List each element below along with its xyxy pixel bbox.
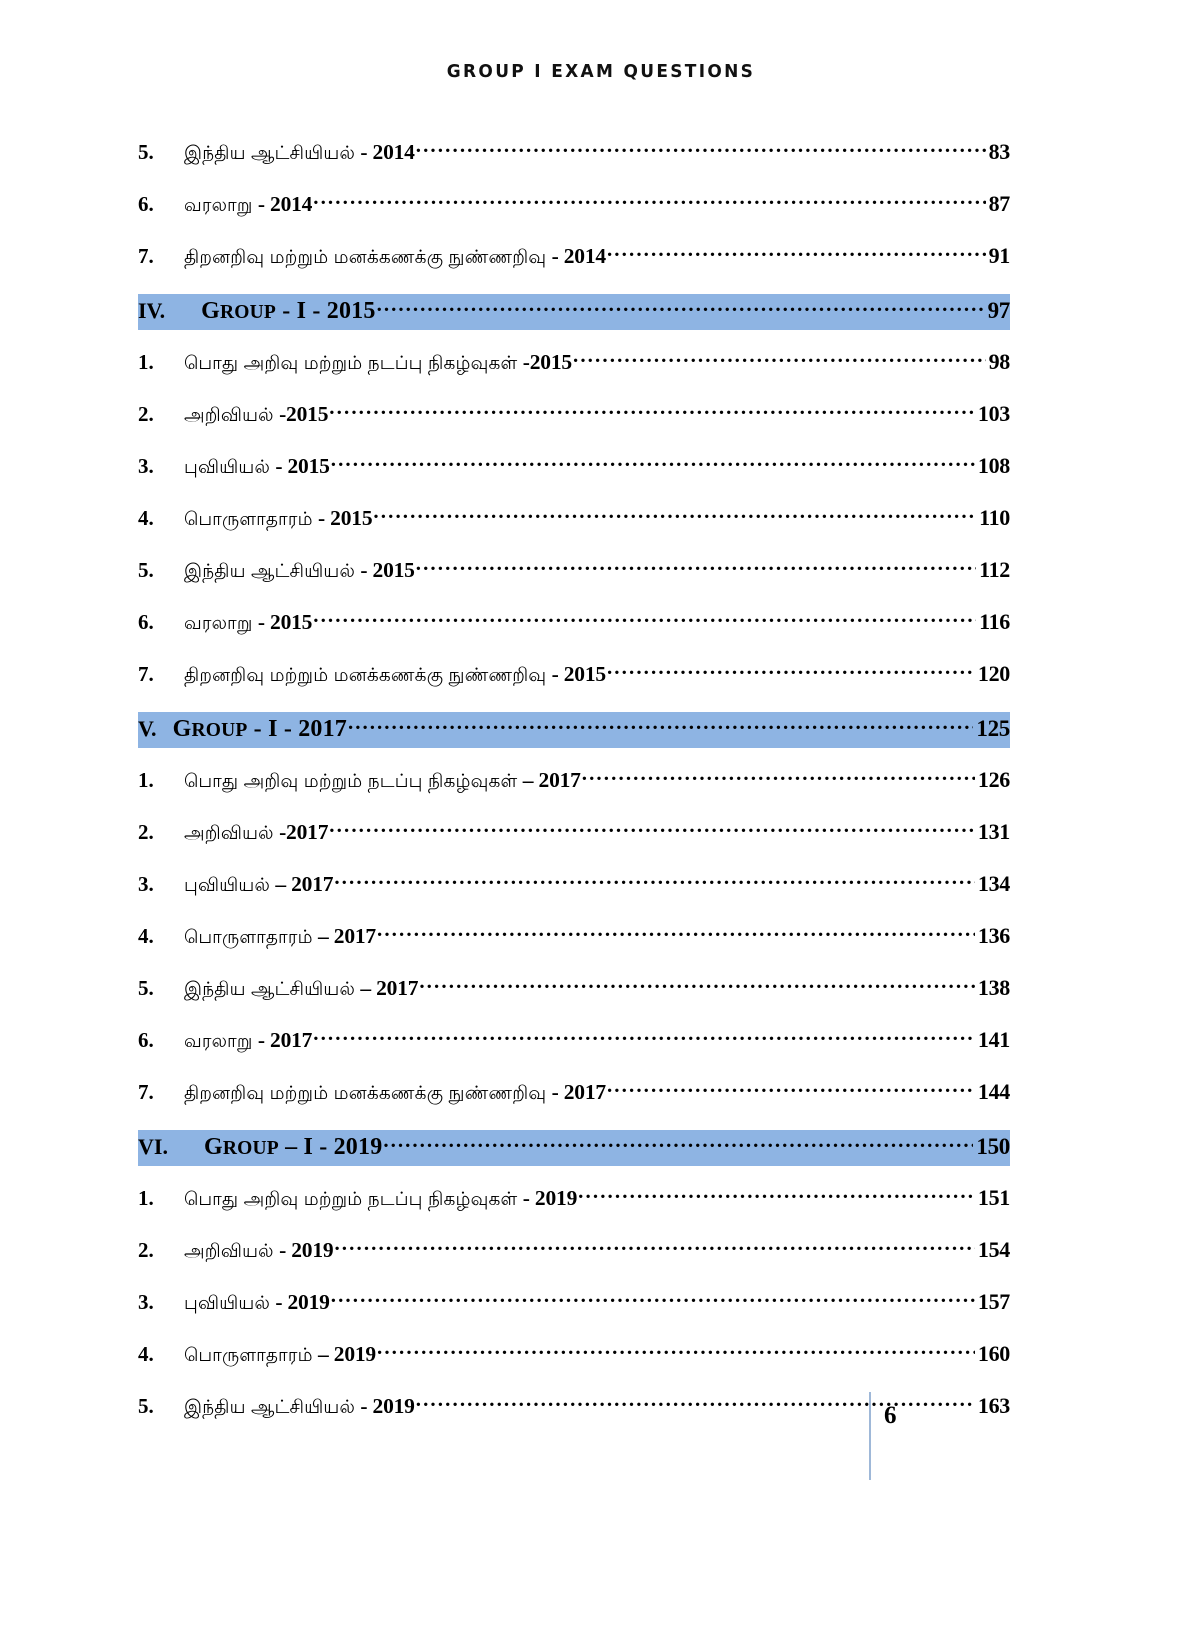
toc-entry-page-number: 110 bbox=[979, 505, 1010, 530]
toc-dot-leader bbox=[416, 143, 986, 159]
toc-dot-leader bbox=[329, 405, 975, 421]
toc-part-title-smallcaps: ROUP bbox=[220, 302, 277, 323]
toc-entry-title bbox=[168, 1186, 577, 1212]
toc-entry-page-number: 157 bbox=[977, 1289, 1010, 1314]
toc-entry-row[interactable] bbox=[138, 660, 1010, 690]
toc-entry-row[interactable] bbox=[138, 504, 1010, 534]
toc-entry-title bbox=[168, 1028, 312, 1054]
toc-entry-page-number: 141 bbox=[977, 1027, 1010, 1052]
toc-entry-page-number: 103 bbox=[977, 401, 1010, 426]
toc-entry-subject-tamil: வரலாறு bbox=[184, 612, 258, 633]
toc-part-title-initial: G bbox=[203, 1134, 223, 1160]
toc-entry-title bbox=[168, 1342, 376, 1368]
toc-dot-leader bbox=[334, 875, 975, 891]
toc-entry-row[interactable] bbox=[138, 556, 1010, 586]
toc-dot-leader bbox=[313, 613, 976, 629]
toc-entry-number: 7. bbox=[138, 244, 154, 268]
toc-entry-page-number: 163 bbox=[977, 1393, 1010, 1418]
toc-entry-year: - 2014 bbox=[551, 244, 606, 268]
toc-dot-leader bbox=[377, 1345, 975, 1361]
toc-part-row[interactable] bbox=[138, 712, 1010, 748]
toc-dot-leader bbox=[607, 247, 986, 263]
toc-entry-page-number: 91 bbox=[988, 243, 1010, 268]
toc-entry-subject-tamil: இந்திய ஆட்சியியல் bbox=[184, 1396, 361, 1417]
toc-part-title-tail: - I - 2015 bbox=[276, 298, 376, 324]
toc-entry-year: – 2017 bbox=[318, 924, 376, 948]
toc-entry-row[interactable] bbox=[138, 348, 1010, 378]
toc-entry-row[interactable] bbox=[138, 190, 1010, 220]
toc-dot-leader bbox=[573, 353, 986, 369]
toc-entry-year: - 2014 bbox=[257, 192, 313, 216]
toc-entry-subject-tamil: திறனறிவு மற்றும் மனக்கணக்கு நுண்ணறிவு bbox=[184, 1082, 552, 1103]
toc-entry-year: – 2017 bbox=[360, 976, 419, 1000]
toc-entry-page-number: 160 bbox=[977, 1341, 1010, 1366]
toc-entry-page-number: 138 bbox=[977, 975, 1010, 1000]
toc-entry-subject-tamil: பொது அறிவு மற்றும் நடப்பு நிகழ்வுகள் bbox=[184, 352, 523, 373]
toc-entry-year: – 2017 bbox=[275, 872, 334, 896]
toc-part-title-smallcaps: ROUP bbox=[222, 1138, 279, 1159]
toc-entry-year: - 2015 bbox=[318, 506, 373, 530]
toc-entry-row[interactable] bbox=[138, 1340, 1010, 1370]
toc-entry-number: 1. bbox=[138, 1186, 154, 1210]
toc-entry-year: - 2019 bbox=[275, 1290, 330, 1314]
toc-entry-subject-tamil: பொருளாதாரம் bbox=[184, 926, 319, 947]
toc-entry-subject-tamil: இந்திய ஆட்சியியல் bbox=[184, 978, 361, 999]
toc-entry-year: - 2019 bbox=[360, 1394, 415, 1418]
toc-entry-subject-tamil: திறனறிவு மற்றும் மனக்கணக்கு நுண்ணறிவு bbox=[184, 664, 552, 685]
toc-entry-year: – 2017 bbox=[522, 768, 581, 792]
toc-part-title-smallcaps: ROUP bbox=[191, 720, 248, 741]
toc-entry-year: - 2015 bbox=[275, 454, 330, 478]
toc-entry-title bbox=[168, 506, 372, 532]
toc-entry-row[interactable] bbox=[138, 870, 1010, 900]
toc-entry-number: 1. bbox=[138, 768, 154, 792]
toc-entry-title bbox=[168, 610, 312, 636]
toc-entry-page-number: 151 bbox=[977, 1185, 1010, 1210]
toc-part-title-initial: G bbox=[201, 298, 220, 324]
toc-entry-title bbox=[168, 872, 333, 898]
toc-entry-subject-tamil: அறிவியல் bbox=[184, 1240, 280, 1261]
toc-entry-year: - 2017 bbox=[551, 1080, 606, 1104]
toc-entry-subject-tamil: பொது அறிவு மற்றும் நடப்பு நிகழ்வுகள் bbox=[184, 1188, 523, 1209]
toc-entry-number: 5. bbox=[138, 140, 154, 164]
toc-entry-year: - 2019 bbox=[279, 1238, 334, 1262]
toc-dot-leader bbox=[578, 1189, 975, 1205]
toc-entry-number: 3. bbox=[138, 454, 154, 478]
toc-entry-title bbox=[168, 662, 606, 688]
toc-entry-page-number: 83 bbox=[988, 139, 1010, 164]
toc-entry-subject-tamil: புவியியல் bbox=[184, 874, 276, 895]
toc-part-title-initial: G bbox=[172, 716, 192, 742]
toc-entry-subject-tamil: திறனறிவு மற்றும் மனக்கணக்கு நுண்ணறிவு bbox=[184, 246, 552, 267]
toc-entry-subject-tamil: புவியியல் bbox=[184, 456, 276, 477]
toc-entry-title bbox=[168, 1290, 330, 1316]
toc-entry-title bbox=[168, 454, 330, 480]
toc-entry-title bbox=[168, 350, 572, 376]
toc-entry-row[interactable] bbox=[138, 1288, 1010, 1318]
toc-entry-subject-tamil: பொருளாதாரம் bbox=[184, 508, 319, 529]
toc-dot-leader bbox=[331, 1293, 975, 1309]
toc-entry-year: – 2019 bbox=[318, 1342, 376, 1366]
toc-entry-title bbox=[168, 976, 418, 1002]
toc-entry-page-number: 126 bbox=[977, 767, 1010, 792]
footer-page-number: 6 bbox=[884, 1402, 897, 1429]
toc-dot-leader bbox=[331, 457, 975, 473]
toc-entry-subject-tamil: அறிவியல் bbox=[184, 822, 280, 843]
toc-part-title bbox=[157, 716, 347, 743]
page-footer bbox=[0, 1392, 1202, 1482]
table-of-contents bbox=[138, 138, 1010, 1422]
toc-entry-row[interactable] bbox=[138, 1184, 1010, 1214]
toc-entry-page-number: 120 bbox=[977, 661, 1010, 686]
toc-entry-subject-tamil: புவியியல் bbox=[184, 1292, 276, 1313]
toc-entry-subject-tamil: வரலாறு bbox=[184, 194, 258, 215]
toc-dot-leader bbox=[582, 771, 975, 787]
toc-entry-row[interactable] bbox=[138, 818, 1010, 848]
toc-entry-row[interactable] bbox=[138, 242, 1010, 272]
toc-entry-number: 4. bbox=[138, 506, 154, 530]
toc-part-row[interactable] bbox=[138, 1130, 1010, 1166]
toc-part-row[interactable] bbox=[138, 294, 1010, 330]
toc-entry-row[interactable] bbox=[138, 766, 1010, 796]
toc-part-title-tail: - I - 2017 bbox=[247, 716, 348, 742]
running-header bbox=[0, 62, 1202, 82]
toc-entry-number: 6. bbox=[138, 192, 154, 216]
toc-dot-leader bbox=[377, 302, 985, 318]
toc-entry-number: 6. bbox=[138, 1028, 154, 1052]
toc-dot-leader bbox=[607, 665, 975, 681]
toc-dot-leader bbox=[416, 561, 976, 577]
toc-entry-row[interactable] bbox=[138, 1078, 1010, 1108]
toc-entry-row[interactable] bbox=[138, 608, 1010, 638]
toc-entry-year: - 2014 bbox=[360, 140, 415, 164]
toc-entry-subject-tamil: அறிவியல் bbox=[184, 404, 280, 425]
toc-part-numeral: VI. bbox=[138, 1134, 168, 1159]
toc-entry-page-number: 97 bbox=[987, 298, 1010, 323]
toc-entry-subject-tamil: இந்திய ஆட்சியியல் bbox=[184, 560, 361, 581]
toc-entry-title bbox=[168, 192, 312, 218]
toc-entry-number: 2. bbox=[138, 820, 154, 844]
toc-entry-number: 4. bbox=[138, 924, 154, 948]
toc-entry-title bbox=[168, 768, 581, 794]
toc-entry-page-number: 116 bbox=[979, 609, 1010, 634]
toc-entry-page-number: 98 bbox=[988, 349, 1010, 374]
toc-entry-title bbox=[168, 140, 415, 166]
toc-part-numeral: IV. bbox=[138, 298, 166, 323]
toc-dot-leader bbox=[329, 823, 975, 839]
toc-entry-year: -2017 bbox=[279, 820, 329, 844]
toc-dot-leader bbox=[373, 509, 976, 525]
toc-dot-leader bbox=[334, 1241, 974, 1257]
toc-entry-row[interactable] bbox=[138, 1026, 1010, 1056]
toc-entry-title bbox=[168, 820, 328, 846]
toc-entry-page-number: 154 bbox=[977, 1237, 1010, 1262]
toc-entry-page-number: 131 bbox=[977, 819, 1010, 844]
toc-entry-number: 7. bbox=[138, 662, 154, 686]
toc-entry-year: -2015 bbox=[279, 402, 329, 426]
toc-entry-page-number: 144 bbox=[977, 1079, 1010, 1104]
toc-entry-subject-tamil: பொது அறிவு மற்றும் நடப்பு நிகழ்வுகள் bbox=[184, 770, 523, 791]
toc-entry-page-number: 136 bbox=[977, 923, 1010, 948]
toc-entry-page-number: 125 bbox=[976, 716, 1010, 741]
toc-part-numeral: V. bbox=[138, 716, 157, 741]
toc-entry-title bbox=[168, 924, 376, 950]
footer-divider-rule bbox=[869, 1392, 871, 1480]
toc-dot-leader bbox=[313, 1031, 975, 1047]
toc-entry-number: 4. bbox=[138, 1342, 154, 1366]
toc-entry-number: 3. bbox=[138, 1290, 154, 1314]
toc-entry-number: 3. bbox=[138, 872, 154, 896]
toc-entry-year: - 2015 bbox=[551, 662, 606, 686]
toc-entry-title bbox=[168, 402, 328, 428]
toc-entry-row[interactable] bbox=[138, 922, 1010, 952]
toc-entry-year: - 2017 bbox=[257, 1028, 313, 1052]
toc-entry-page-number: 108 bbox=[977, 453, 1010, 478]
toc-entry-title bbox=[168, 558, 415, 584]
toc-dot-leader bbox=[313, 195, 985, 211]
toc-dot-leader bbox=[348, 720, 973, 736]
toc-entry-row[interactable] bbox=[138, 452, 1010, 482]
toc-entry-row[interactable] bbox=[138, 1236, 1010, 1266]
toc-dot-leader bbox=[607, 1083, 975, 1099]
toc-entry-row[interactable] bbox=[138, 400, 1010, 430]
toc-entry-row[interactable] bbox=[138, 138, 1010, 168]
toc-entry-page-number: 150 bbox=[976, 1134, 1010, 1159]
toc-entry-title bbox=[168, 1238, 333, 1264]
toc-entry-number: 7. bbox=[138, 1080, 154, 1104]
toc-part-title bbox=[165, 298, 375, 325]
toc-entry-subject-tamil: வரலாறு bbox=[184, 1030, 258, 1051]
toc-entry-number: 6. bbox=[138, 610, 154, 634]
toc-dot-leader bbox=[419, 979, 975, 995]
toc-entry-page-number: 87 bbox=[988, 191, 1010, 216]
toc-entry-year: - 2019 bbox=[522, 1186, 578, 1210]
toc-entry-year: - 2015 bbox=[360, 558, 415, 582]
toc-part-title bbox=[168, 1134, 382, 1161]
toc-part-title-tail: – I - 2019 bbox=[278, 1134, 383, 1160]
toc-entry-number: 5. bbox=[138, 1394, 154, 1418]
toc-entry-year: - 2015 bbox=[257, 610, 313, 634]
toc-dot-leader bbox=[383, 1138, 973, 1154]
toc-entry-number: 2. bbox=[138, 1238, 154, 1262]
toc-entry-year: -2015 bbox=[522, 350, 572, 374]
toc-entry-number: 5. bbox=[138, 976, 154, 1000]
toc-entry-number: 1. bbox=[138, 350, 154, 374]
toc-entry-number: 5. bbox=[138, 558, 154, 582]
toc-entry-subject-tamil: பொருளாதாரம் bbox=[184, 1344, 319, 1365]
toc-entry-page-number: 112 bbox=[979, 557, 1010, 582]
toc-entry-page-number: 134 bbox=[977, 871, 1010, 896]
toc-entry-row[interactable] bbox=[138, 974, 1010, 1004]
toc-entry-number: 2. bbox=[138, 402, 154, 426]
running-header-title: GROUP I EXAM QUESTIONS bbox=[446, 62, 756, 82]
toc-entry-subject-tamil: இந்திய ஆட்சியியல் bbox=[184, 142, 361, 163]
toc-entry-title bbox=[168, 244, 606, 270]
toc-dot-leader bbox=[377, 927, 975, 943]
toc-entry-title bbox=[168, 1080, 606, 1106]
